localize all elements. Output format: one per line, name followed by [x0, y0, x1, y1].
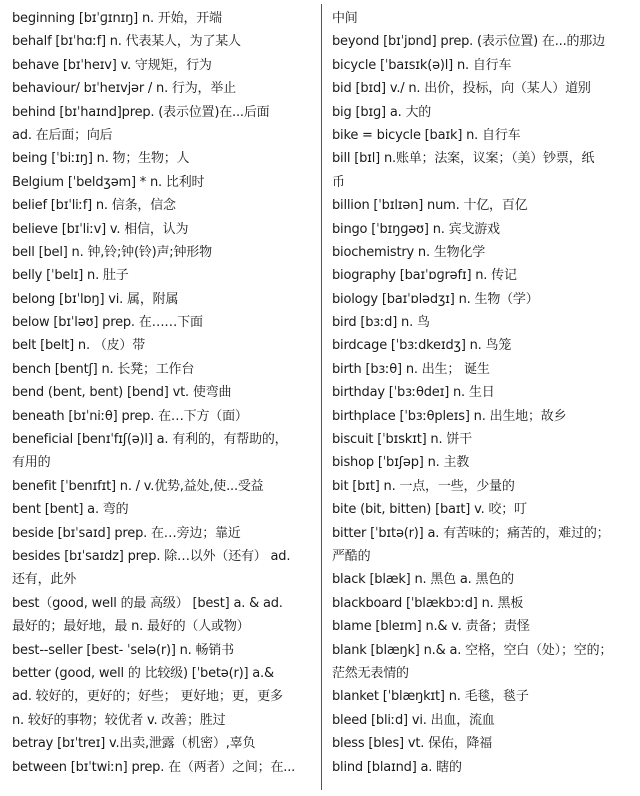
entry-line: better (good, well 的 比较级) [ˈbetə(r)] a.&: [12, 665, 274, 681]
entry-line: Belgium [ˈbeldʒəm] * n. 比利时: [12, 174, 205, 190]
entry-line: between [bɪˈtwiːn] prep. 在（两者）之间；在...: [12, 759, 296, 775]
entry-line: bill [bɪl] n.账单；法案，议案；（美）钞票，纸: [332, 151, 595, 167]
entry-line: blackboard [ˈblækbɔːd] n. 黑板: [332, 595, 524, 611]
entry-line: bent [bent] a. 弯的: [12, 502, 129, 518]
right-column: [332, 0, 632, 779]
entry-line: black [blæk] n. 黑色 a. 黑色的: [332, 572, 514, 588]
entry-line: benefit [ˈbenɪfɪt] n. / v.优势,益处,使...受益: [12, 478, 264, 494]
entry-line: big [bɪɡ] a. 大的: [332, 104, 432, 120]
entry-line: bit [bɪt] n. 一点，一些，少量的: [332, 478, 515, 494]
entry-line: belong [bɪˈlɒŋ] vi. 属，附属: [12, 291, 179, 307]
entry-line: bicycle [ˈbaɪsɪk(ə)l] n. 自行车: [332, 57, 512, 73]
entry-line: bless [bles] vt. 保佑，降福: [332, 736, 493, 752]
entry-line: bike = bicycle [baɪk] n. 自行车: [332, 127, 521, 143]
entry-line: biscuit [ˈbɪskɪt] n. 饼干: [332, 432, 472, 448]
entry-line: 茫然无表情的: [332, 665, 409, 681]
entry-line: ad. 较好的，更好的；好些； 更好地；更，更多: [12, 689, 283, 705]
entry-line: below [bɪˈləʊ] prep. 在……下面: [12, 315, 203, 331]
entry-line: being [ˈbiːɪŋ] n. 物；生物；人: [12, 151, 190, 167]
column-divider: [321, 4, 322, 790]
entry-line: beyond [bɪˈjɒnd] prep. (表示位置) 在...的那边: [332, 34, 605, 50]
entry-line: besides [bɪˈsaɪdz] prep. 除…以外（还有） ad.: [12, 548, 291, 564]
entry-line: behaviour/ bɪˈheɪvjər / n. 行为，举止: [12, 81, 236, 97]
entry-line: betray [bɪˈtreɪ] v.出卖,泄露（机密）,辜负: [12, 736, 256, 752]
entry-line: beneath [bɪˈniːθ] prep. 在…下方（面）: [12, 408, 248, 424]
entry-line: bell [bel] n. 钟,铃;钟(铃)声;钟形物: [12, 244, 212, 260]
entry-line: biology [baɪˈɒlədʒɪ] n. 生物（学）: [332, 291, 539, 307]
left-column: [12, 0, 318, 779]
entry-line: billion [ˈbɪlɪən] num. 十亿，百亿: [332, 198, 528, 214]
entry-line: 最好的；最好地，最 n. 最好的（人或物）: [12, 619, 250, 635]
entry-line: best--seller [best- ˈselə(r)] n. 畅销书: [12, 642, 234, 658]
entry-line: belief [bɪˈliːf] n. 信条，信念: [12, 198, 176, 214]
entry-line: beginning [bɪˈɡɪnɪŋ] n. 开始，开端: [12, 11, 222, 26]
entry-line: n. 较好的事物；较优者 v. 改善；胜过: [12, 712, 226, 728]
entry-line: biochemistry n. 生物化学: [332, 244, 486, 260]
entry-line: bleed [bliːd] vi. 出血，流血: [332, 712, 495, 728]
entry-line: belly [ˈbelɪ] n. 肚子: [12, 268, 129, 284]
entry-line: behind [bɪˈhaɪnd]prep. (表示位置)在...后面: [12, 104, 270, 120]
entry-line: ad. 在后面；向后: [12, 127, 113, 143]
entry-line: bench [bentʃ] n. 长凳；工作台: [12, 361, 195, 377]
entry-line: birdcage [ˈbɜːdkeɪdʒ] n. 鸟笼: [332, 338, 512, 354]
entry-line: blame [bleɪm] n.& v. 责备；责怪: [332, 619, 530, 635]
entry-line: bishop [ˈbɪʃəp] n. 主教: [332, 455, 470, 471]
entry-line: blanket [ˈblæŋkɪt] n. 毛毯，毯子: [332, 689, 529, 705]
entry-line: behave [bɪˈheɪv] v. 守规矩，行为: [12, 57, 212, 73]
entry-line: 中间: [332, 11, 358, 26]
entry-line: beneficial [benɪˈfɪʃ(ə)l] a. 有利的，有帮助的，: [12, 432, 288, 448]
entry-line: blind [blaɪnd] a. 瞎的: [332, 759, 462, 775]
entry-line: beside [bɪˈsaɪd] prep. 在…旁边；靠近: [12, 525, 241, 541]
entry-line: best（good, well 的最 高级） [best] a. & ad.: [12, 595, 283, 611]
entry-line: 有用的: [12, 455, 51, 471]
entry-line: bingo [ˈbɪŋɡəʊ] n. 宾戈游戏: [332, 221, 500, 237]
entry-line: birth [bɜːθ] n. 出生； 诞生: [332, 361, 490, 377]
entry-line: blank [blæŋk] n.& a. 空格，空白（处）；空的；: [332, 642, 613, 658]
entry-line: belt [belt] n. （皮）带: [12, 338, 146, 354]
entry-line: bite (bit, bitten) [baɪt] v. 咬；叮: [332, 502, 527, 518]
entry-line: 币: [332, 174, 345, 190]
entry-line: bitter [ˈbɪtə(r)] a. 有苦味的；痛苦的，难过的；: [332, 525, 610, 541]
entry-line: believe [bɪˈliːv] v. 相信，认为: [12, 221, 189, 237]
entry-line: bid [bɪd] v./ n. 出价，投标，向（某人）道别: [332, 81, 591, 97]
entry-line: behalf [bɪˈhɑːf] n. 代表某人，为了某人: [12, 34, 241, 50]
entry-line: bird [bɜːd] n. 鸟: [332, 315, 430, 331]
entry-line: birthday [ˈbɜːθdeɪ] n. 生日: [332, 385, 495, 401]
entry-line: bend (bent, bent) [bend] vt. 使弯曲: [12, 385, 232, 401]
entry-line: biography [baɪˈɒɡrəfɪ] n. 传记: [332, 268, 517, 284]
entry-line: 严酷的: [332, 548, 371, 564]
entry-line: 还有，此外: [12, 572, 77, 588]
entry-line: birthplace [ˈbɜːθpleɪs] n. 出生地；故乡: [332, 408, 567, 424]
